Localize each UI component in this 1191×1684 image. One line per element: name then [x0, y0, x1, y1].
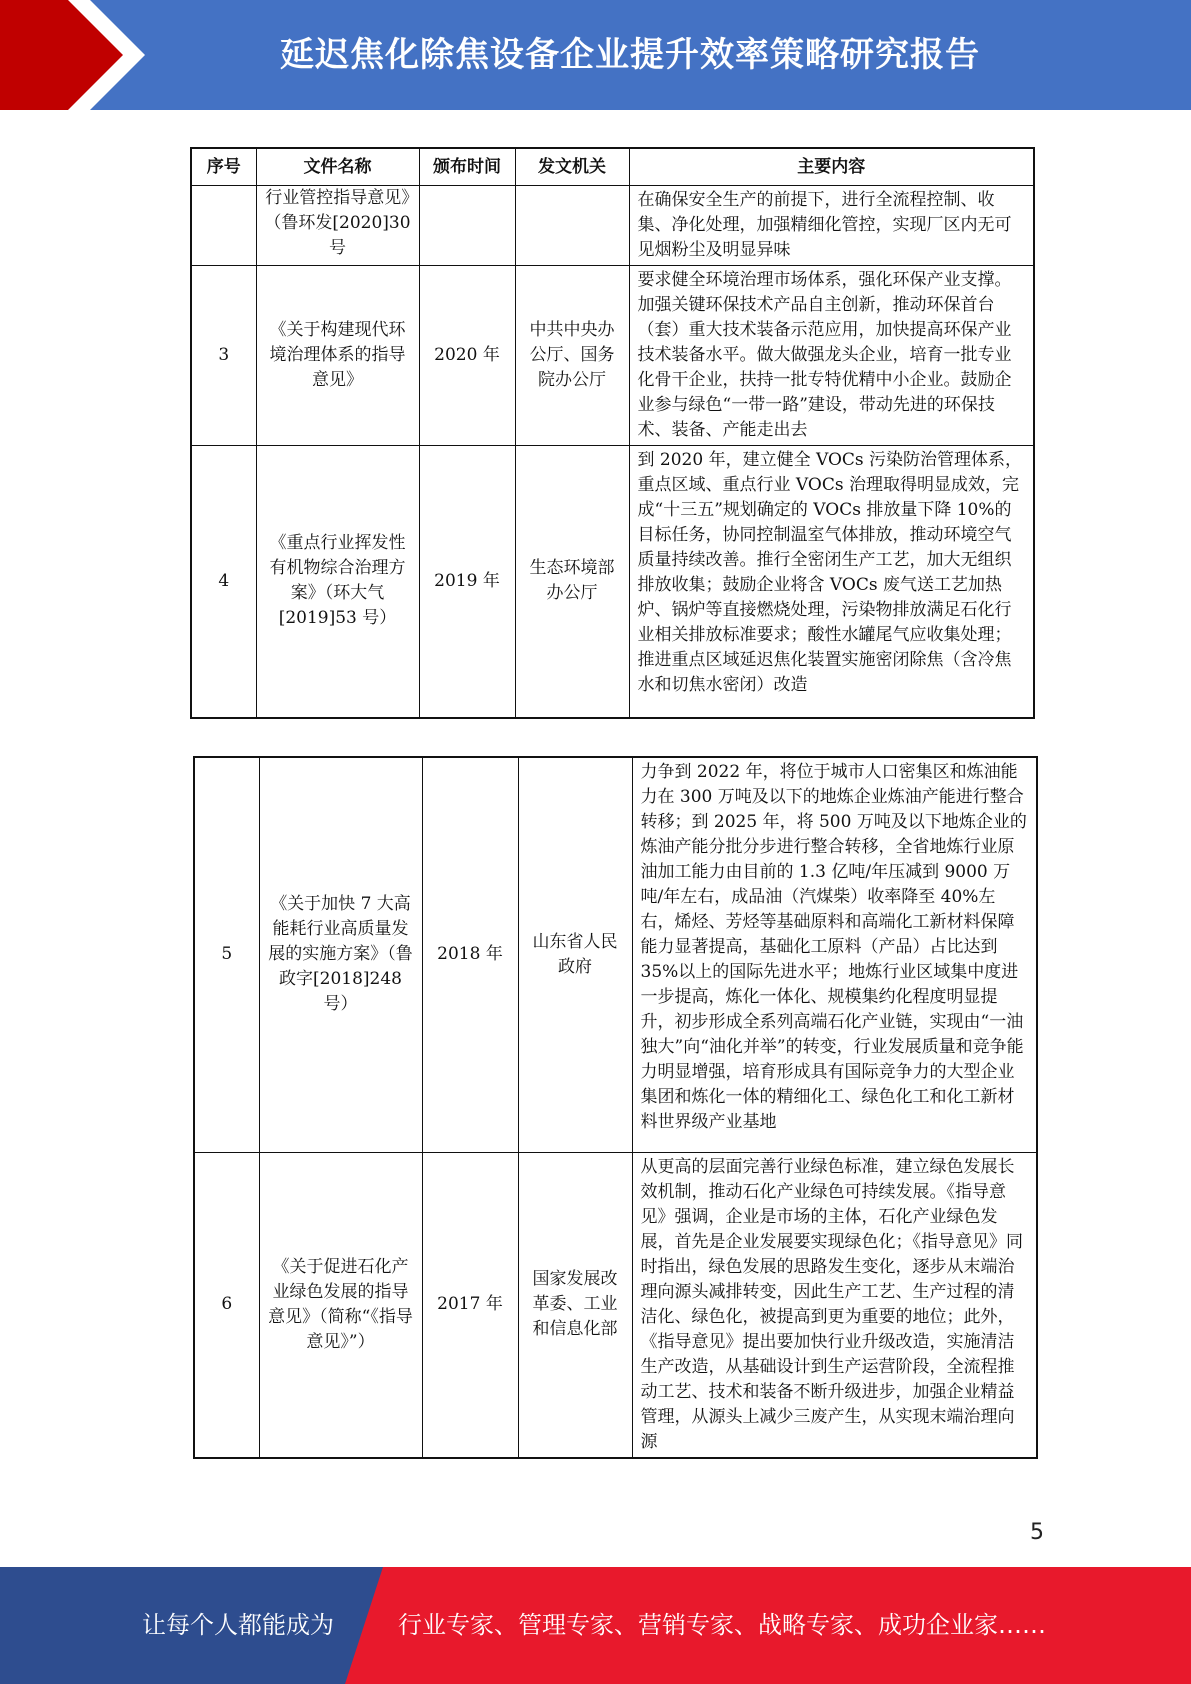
- cell-name: 《关于促进石化产业绿色发展的指导意见》（简称“《指导意见》”）: [259, 1152, 422, 1458]
- cell-agency: 生态环境部办公厅: [515, 446, 629, 718]
- cell-agency: 中共中央办公厅、国务院办公厅: [515, 266, 629, 446]
- cell-agency: [515, 186, 629, 266]
- cell-content: 在确保安全生产的前提下，进行全流程控制、收集、净化处理，加强精细化管控，实现厂区内无可见烟粉尘及明显异味: [629, 186, 1034, 266]
- header-seq: 序号: [191, 148, 256, 186]
- page-number: 5: [1030, 1520, 1044, 1545]
- footer-slogan-left: 让每个人都能成为: [142, 1611, 334, 1639]
- cell-seq: 4: [191, 446, 256, 718]
- table-row: [191, 266, 1034, 446]
- policy-table-part-1: [190, 147, 1035, 719]
- cell-name: 《重点行业挥发性有机物综合治理方案》（环大气[2019]53 号）: [256, 446, 419, 718]
- cell-agency: 国家发展改革委、工业和信息化部: [518, 1152, 632, 1458]
- cell-name: 行业管控指导意见》（鲁环发[2020]30 号: [256, 186, 419, 266]
- table-row: [191, 446, 1034, 718]
- header-arrow-decoration: [0, 0, 160, 110]
- cell-seq: 6: [194, 1152, 259, 1458]
- cell-seq: 3: [191, 266, 256, 446]
- cell-date: 2019 年: [419, 446, 515, 718]
- cell-content: 到 2020 年，建立健全 VOCs 污染防治管理体系，重点区域、重点行业 VOCs 治理取得明显成效，完成“十三五”规划确定的 VOCs 排放量下降 10%的目标任务，协同控制温室气体排放，推动环境空气质量持续改善。推行全密闭生产工艺，加大无组织排放收集；鼓励企业将含 VOCs 废气送工艺加热炉、锅炉等直接燃烧处理，污染物排放满足石化行业相关排放标准要求；酸性水罐尾气应收集处理；推进重点区域延迟焦化装置实施密闭除焦（含冷焦水和切焦水密闭）改造: [629, 446, 1034, 718]
- cell-content: 要求健全环境治理市场体系，强化环保产业支撑。加强关键环保技术产品自主创新，推动环保首台（套）重大技术装备示范应用，加快提高环保产业技术装备水平。做大做强龙头企业，培育一批专业化骨干企业，扶持一批专特优精中小企业。鼓励企业参与绿色“一带一路”建设，带动先进的环保技术、装备、产能走出去: [629, 266, 1034, 446]
- footer-slogan-right: 行业专家、管理专家、营销专家、战略专家、成功企业家……: [398, 1611, 1046, 1639]
- header-name: 文件名称: [256, 148, 419, 186]
- table-row: [194, 1152, 1037, 1458]
- cell-seq: [191, 186, 256, 266]
- cell-date: 2018 年: [422, 757, 518, 1152]
- cell-agency: 山东省人民政府: [518, 757, 632, 1152]
- cell-content: 力争到 2022 年，将位于城市人口密集区和炼油能力在 300 万吨及以下的地炼企业炼油产能进行整合转移；到 2025 年，将 500 万吨及以下地炼企业的炼油产能分批分步进行整合转移，全省地炼行业原油加工能力由目前的 1.3 亿吨/年压减到 9000 万吨/年左右，成品油（汽煤柴）收率降至 40%左右，烯烃、芳烃等基础原料和高端化工新材料保障能力显著提高，基础化工原料（产品）占比达到 35%以上的国际先进水平；地炼行业区域集中度进一步提高，炼化一体化、规模集约化程度明显提升，初步形成全系列高端石化产业链，实现由“一油独大”向“油化并举”的转变，行业发展质量和竞争能力明显增强，培育形成具有国际竞争力的大型企业集团和炼化一体的精细化工、绿色化工和化工新材料世界级产业基地: [632, 757, 1037, 1152]
- cell-date: [419, 186, 515, 266]
- header-date: 颁布时间: [419, 148, 515, 186]
- cell-name: 《关于构建现代环境治理体系的指导意见》: [256, 266, 419, 446]
- policy-table-part-2: [193, 756, 1038, 1459]
- cell-content: 从更高的层面完善行业绿色标准，建立绿色发展长效机制，推动石化产业绿色可持续发展。《指导意见》强调，企业是市场的主体，石化产业绿色发展，首先是企业发展要实现绿色化；《指导意见》同时指出，绿色发展的思路发生变化，逐步从末端治理向源头减排转变，因此生产工艺、生产过程的清洁化、绿色化，被提高到更为重要的地位；此外，《指导意见》提出要加快行业升级改造，实施清洁生产改造，从基础设计到生产运营阶段，全流程推动工艺、技术和装备不断升级进步，加强企业精益管理，从源头上减少三废产生，从实现末端治理向源: [632, 1152, 1037, 1458]
- report-title: 延迟焦化除焦设备企业提升效率策略研究报告: [280, 35, 980, 75]
- cell-name: 《关于加快 7 大高能耗行业高质量发展的实施方案》（鲁政字[2018]248 号）: [259, 757, 422, 1152]
- cell-date: 2020 年: [419, 266, 515, 446]
- table-header-row: [191, 148, 1034, 186]
- header-agency: 发文机关: [515, 148, 629, 186]
- header-bar: [0, 0, 1191, 110]
- cell-date: 2017 年: [422, 1152, 518, 1458]
- header-content: 主要内容: [629, 148, 1034, 186]
- cell-seq: 5: [194, 757, 259, 1152]
- table-row: [194, 757, 1037, 1152]
- table-row: [191, 186, 1034, 266]
